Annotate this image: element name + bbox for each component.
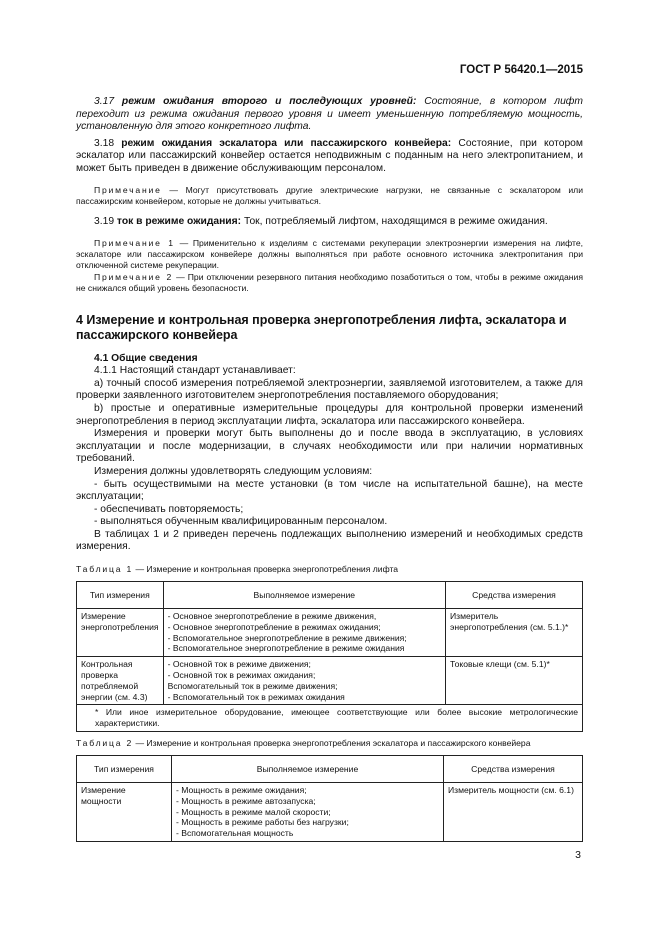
definition-3-19: 3.19 ток в режиме ожидания: Ток, потребляемый лифтом, находящимся в режиме ожидания.	[94, 215, 548, 227]
table-1	[76, 581, 583, 732]
note-3-19-1: Примечание 1 — Применительно к изделиям с системами рекуперации электроэнергии измерения на лифте, эскалаторе или пассажирском конвейере должны выполняться при работе основного источника электропитания при отключенной системе рекуперации.	[76, 237, 583, 270]
table-row	[77, 609, 583, 657]
table-header-row	[77, 582, 583, 609]
list-item-a: a) точный способ измерения потребляемой электроэнергии, заявляемой изготовителем, а также для проверки заявленного изготовителем энергопотребления поставляемого оборудования;	[76, 377, 583, 402]
table-header-cell: Тип измерения	[77, 582, 164, 609]
document-code-header: ГОСТ Р 56420.1—2015	[459, 64, 583, 76]
term-3-18: режим ожидания эскалатора или пассажирского конвейера	[121, 137, 448, 149]
page-number: 3	[575, 849, 581, 861]
table-cell-means: Измеритель энергопотребления (см. 5.1.)*	[446, 609, 583, 657]
definition-3-17: 3.17 режим ожидания второго и последующих уровней: Состояние, в котором лифт переходит из режима ожидания первого уровня и имеет уменьшенную потребляемую мощность, установленную для этого конкретного лифта.	[76, 96, 583, 133]
paragraph-tables: В таблицах 1 и 2 приведен перечень подлежащих выполнению измерений и необходимых средств измерения.	[76, 528, 583, 553]
table-header-cell: Средства измерения	[444, 756, 583, 783]
table-cell-type: Измерение мощности	[77, 783, 172, 842]
table-footnote-row	[77, 705, 583, 732]
table-header-cell: Выполняемое измерение	[172, 756, 444, 783]
table-header-row	[77, 756, 583, 783]
table-cell-type: Измерение энергопотребления	[77, 609, 164, 657]
table-cell-measurements: - Основной ток в режиме движения; - Основной ток в режимах ожидания; Вспомогательный ток в режиме движения; - Вспомогательный ток в режимах ожидания	[163, 657, 445, 705]
table-header-cell: Выполняемое измерение	[163, 582, 445, 609]
note-3-18: Примечание — Могут присутствовать другие электрические нагрузки, не связанные с эскалатором или пассажирским конвейером, которые не должны учитываться.	[76, 184, 583, 206]
condition-1: - быть осуществимыми на месте установки (в том числе на испытательной башне), на месте эксплуатации;	[76, 478, 583, 503]
section-4-title: 4 Измерение и контрольная проверка энергопотребления лифта, эскалатора и пассажирского конвейера	[76, 312, 567, 342]
table-header-cell: Средства измерения	[446, 582, 583, 609]
table-1-footnote: * Или иное измерительное оборудование, имеющее соответствующие или более высокие метрологические характеристики.	[77, 705, 583, 732]
list-item-b: b) простые и оперативные измерительные процедуры для контрольной проверки изменений энергопотребления в период эксплуатации лифта, эскалатора или пассажирского конвейера.	[76, 402, 583, 427]
paragraph-4-1-1: 4.1.1 Настоящий стандарт устанавливает:	[94, 365, 296, 377]
table-2	[76, 755, 583, 842]
term-3-17: режим ожидания второго и последующих уровней	[121, 96, 413, 107]
table-row	[77, 783, 583, 842]
condition-3: - выполняться обученным квалифицированным персоналом.	[94, 516, 388, 528]
table-2-caption: Таблица 2 — Измерение и контрольная проверка энергопотребления эскалатора и пассажирского конвейера	[76, 738, 531, 749]
table-1-caption: Таблица 1 — Измерение и контрольная проверка энергопотребления лифта	[76, 564, 399, 575]
term-3-19: ток в режиме ожидания	[116, 215, 238, 227]
condition-2: - обеспечивать повторяемость;	[94, 503, 244, 515]
table-cell-means: Токовые клещи (см. 5.1)*	[446, 657, 583, 705]
paragraph-measurements: Измерения и проверки могут быть выполнены до и после ввода в эксплуатацию, в условиях эксплуатации и после модернизации, в случаях необходимости или при наличии нормативных требований.	[76, 428, 583, 465]
definition-3-18: 3.18 режим ожидания эскалатора или пассажирского конвейера: Состояние, при котором эскалатор или пассажирский конвейер остается неподвижным с поданным на него электропитанием, и может быть приведен в движение обслуживающим персоналом.	[76, 137, 583, 174]
subsection-4-1-title: 4.1 Общие сведения	[94, 352, 198, 364]
paragraph-conditions: Измерения должны удовлетворять следующим условиям:	[94, 465, 373, 477]
table-cell-measurements: - Мощность в режиме ожидания; - Мощность в режиме автозапуска; - Мощность в режиме малой скорости; - Мощность в режиме работы без нагрузки; - Вспомогательная мощность	[172, 783, 444, 842]
table-header-cell: Тип измерения	[77, 756, 172, 783]
note-3-19-2: Примечание 2 — При отключении резервного питания необходимо позаботиться о том, чтобы в режиме ожидания не снижался общий уровень безопасности.	[76, 272, 584, 294]
table-row	[77, 657, 583, 705]
table-cell-measurements: - Основное энергопотребление в режиме движения, - Основное энергопотребление в режимах ожидания; - Вспомогательное энергопотребление в режиме движения; - Вспомогательное энергопотребление в режиме ожидания	[163, 609, 445, 657]
table-cell-type: Контрольная проверка потребляемой энергии (см. 4.3)	[77, 657, 164, 705]
table-cell-means: Измеритель мощности (см. 6.1)	[444, 783, 583, 842]
page-content	[76, 96, 583, 842]
